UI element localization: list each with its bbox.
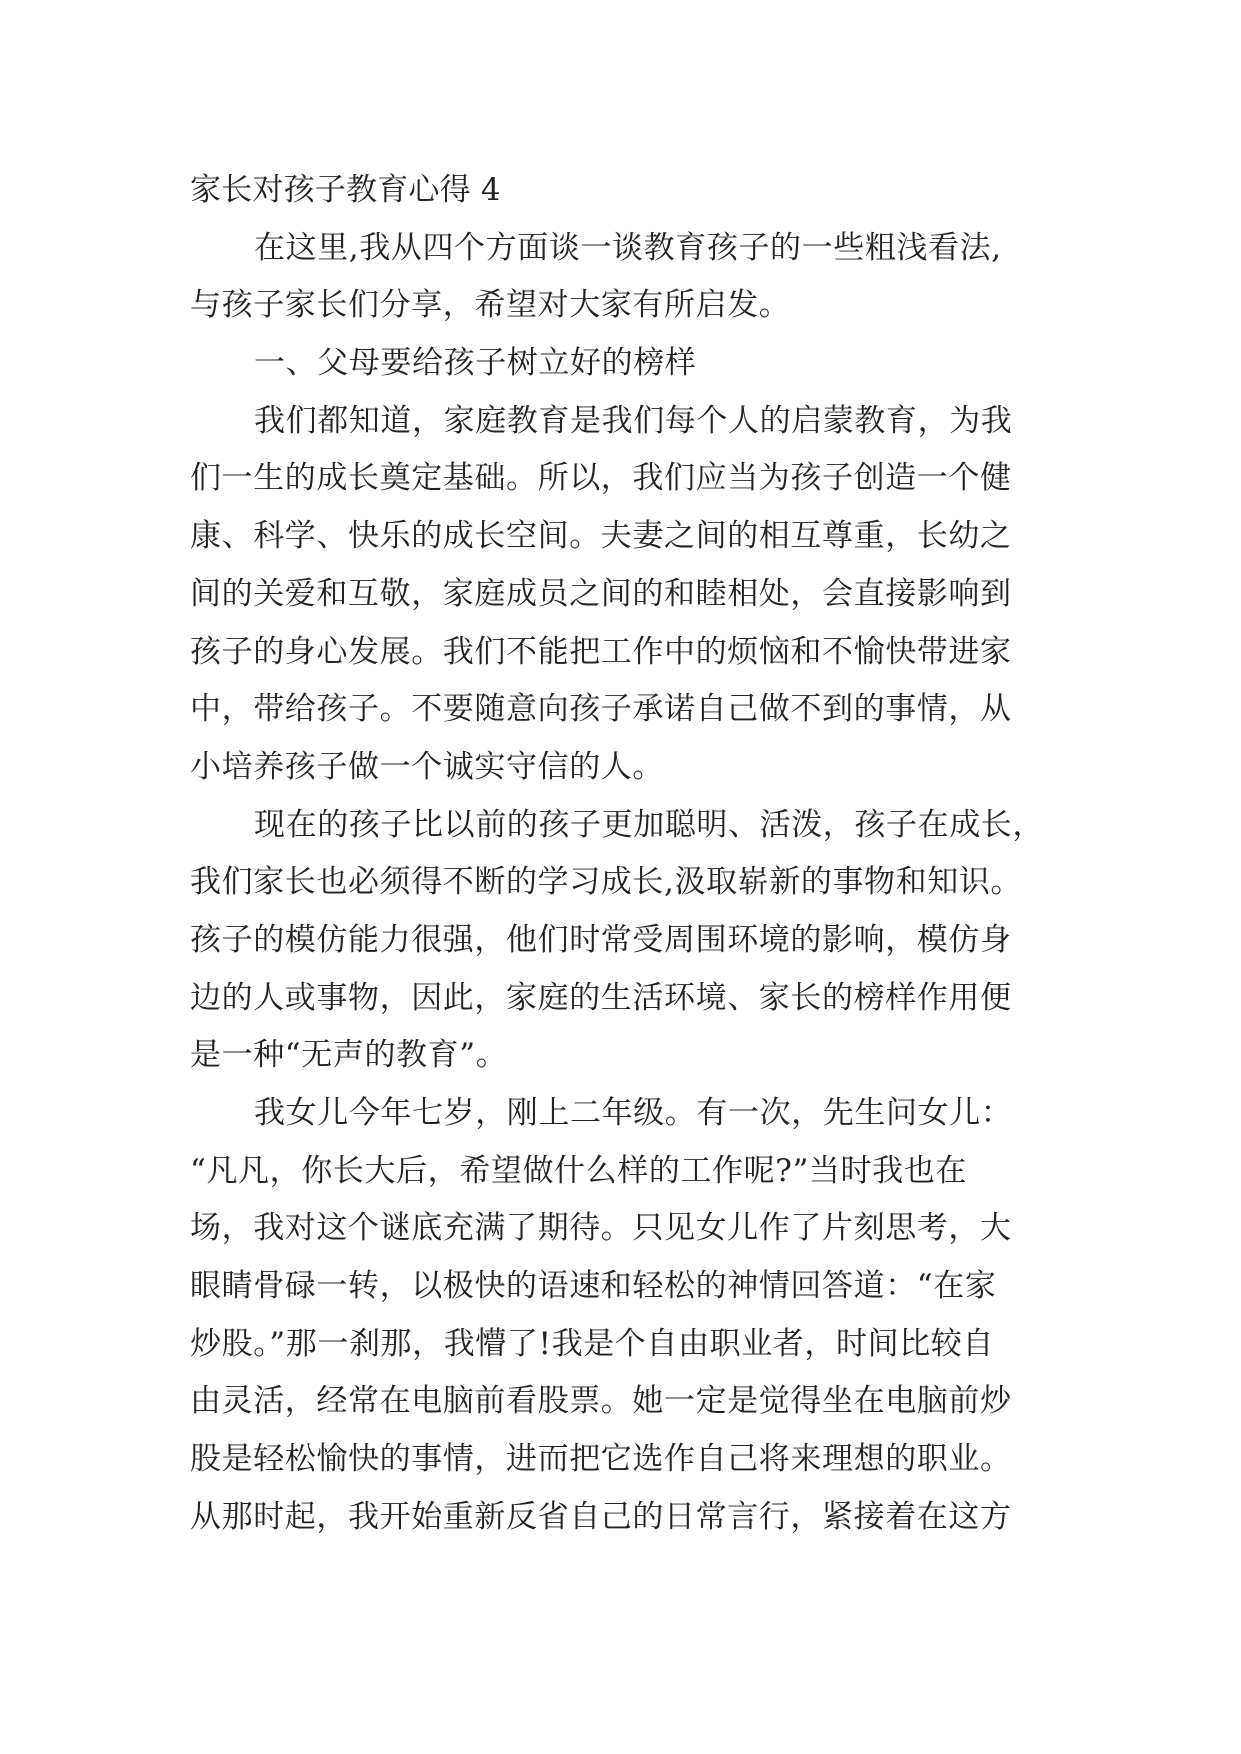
paragraph-line: 孩子的身心发展。我们不能把工作中的烦恼和不愉快带进家 bbox=[190, 633, 1012, 670]
paragraph-line: 康、科学、快乐的成长空间。夫妻之间的相互尊重，长幼之 bbox=[190, 518, 1012, 555]
paragraph-line: 我们都知道，家庭教育是我们每个人的启蒙教育，为我 bbox=[254, 402, 1013, 439]
paragraph-line: 中，带给孩子。不要随意向孩子承诺自己做不到的事情，从 bbox=[190, 691, 1012, 728]
paragraph-line: 在这里,我从四个方面谈一谈教育孩子的一些粗浅看法, bbox=[254, 229, 1002, 266]
paragraph-line: 现在的孩子比以前的孩子更加聪明、活泼，孩子在成长， bbox=[254, 806, 1044, 843]
paragraph-line: 间的关爱和互敬，家庭成员之间的和睦相处，会直接影响到 bbox=[190, 575, 1012, 612]
paragraph-line: 与孩子家长们分享，希望对大家有所启发。 bbox=[190, 287, 791, 324]
paragraph-line: 股是轻松愉快的事情，进而把它选作自己将来理想的职业。 bbox=[190, 1441, 1012, 1478]
paragraph-line: 场，我对这个谜底充满了期待。只见女儿作了片刻思考，大 bbox=[190, 1210, 1012, 1247]
paragraph-line: “凡凡，你长大后，希望做什么样的工作呢?”当时我也在 bbox=[190, 1152, 967, 1189]
paragraph-line: 们一生的成长奠定基础。所以，我们应当为孩子创造一个健 bbox=[190, 460, 1012, 497]
document-title: 家长对孩子教育心得 4 bbox=[190, 172, 501, 208]
paragraph-line: 眼睛骨碌一转，以极快的语速和轻松的神情回答道：“在家 bbox=[190, 1268, 997, 1305]
paragraph-line: 孩子的模仿能力很强，他们时常受周围环境的影响，模仿身 bbox=[190, 921, 1012, 958]
paragraph-line: 从那时起，我开始重新反省自己的日常言行，紧接着在这方 bbox=[190, 1498, 1012, 1535]
section-heading: 一、父母要给孩子树立好的榜样 bbox=[254, 345, 697, 382]
paragraph-line: 小培养孩子做一个诚实守信的人。 bbox=[190, 748, 664, 785]
document-body bbox=[190, 162, 1090, 1547]
paragraph-line: 我们家长也必须得不断的学习成长,汲取崭新的事物和知识。 bbox=[190, 864, 1023, 901]
paragraph-line: 我女儿今年七岁，刚上二年级。有一次，先生问女儿： bbox=[254, 1095, 1013, 1131]
paragraph-line: 炒股。”那一刹那，我懵了!我是个自由职业者，时间比较自 bbox=[190, 1325, 995, 1362]
paragraph-line: 是一种“无声的教育”。 bbox=[190, 1037, 508, 1074]
paragraph-line: 由灵活，经常在电脑前看股票。她一定是觉得坐在电脑前炒 bbox=[190, 1383, 1012, 1420]
paragraph-line: 边的人或事物，因此，家庭的生活环境、家长的榜样作用便 bbox=[190, 979, 1012, 1016]
